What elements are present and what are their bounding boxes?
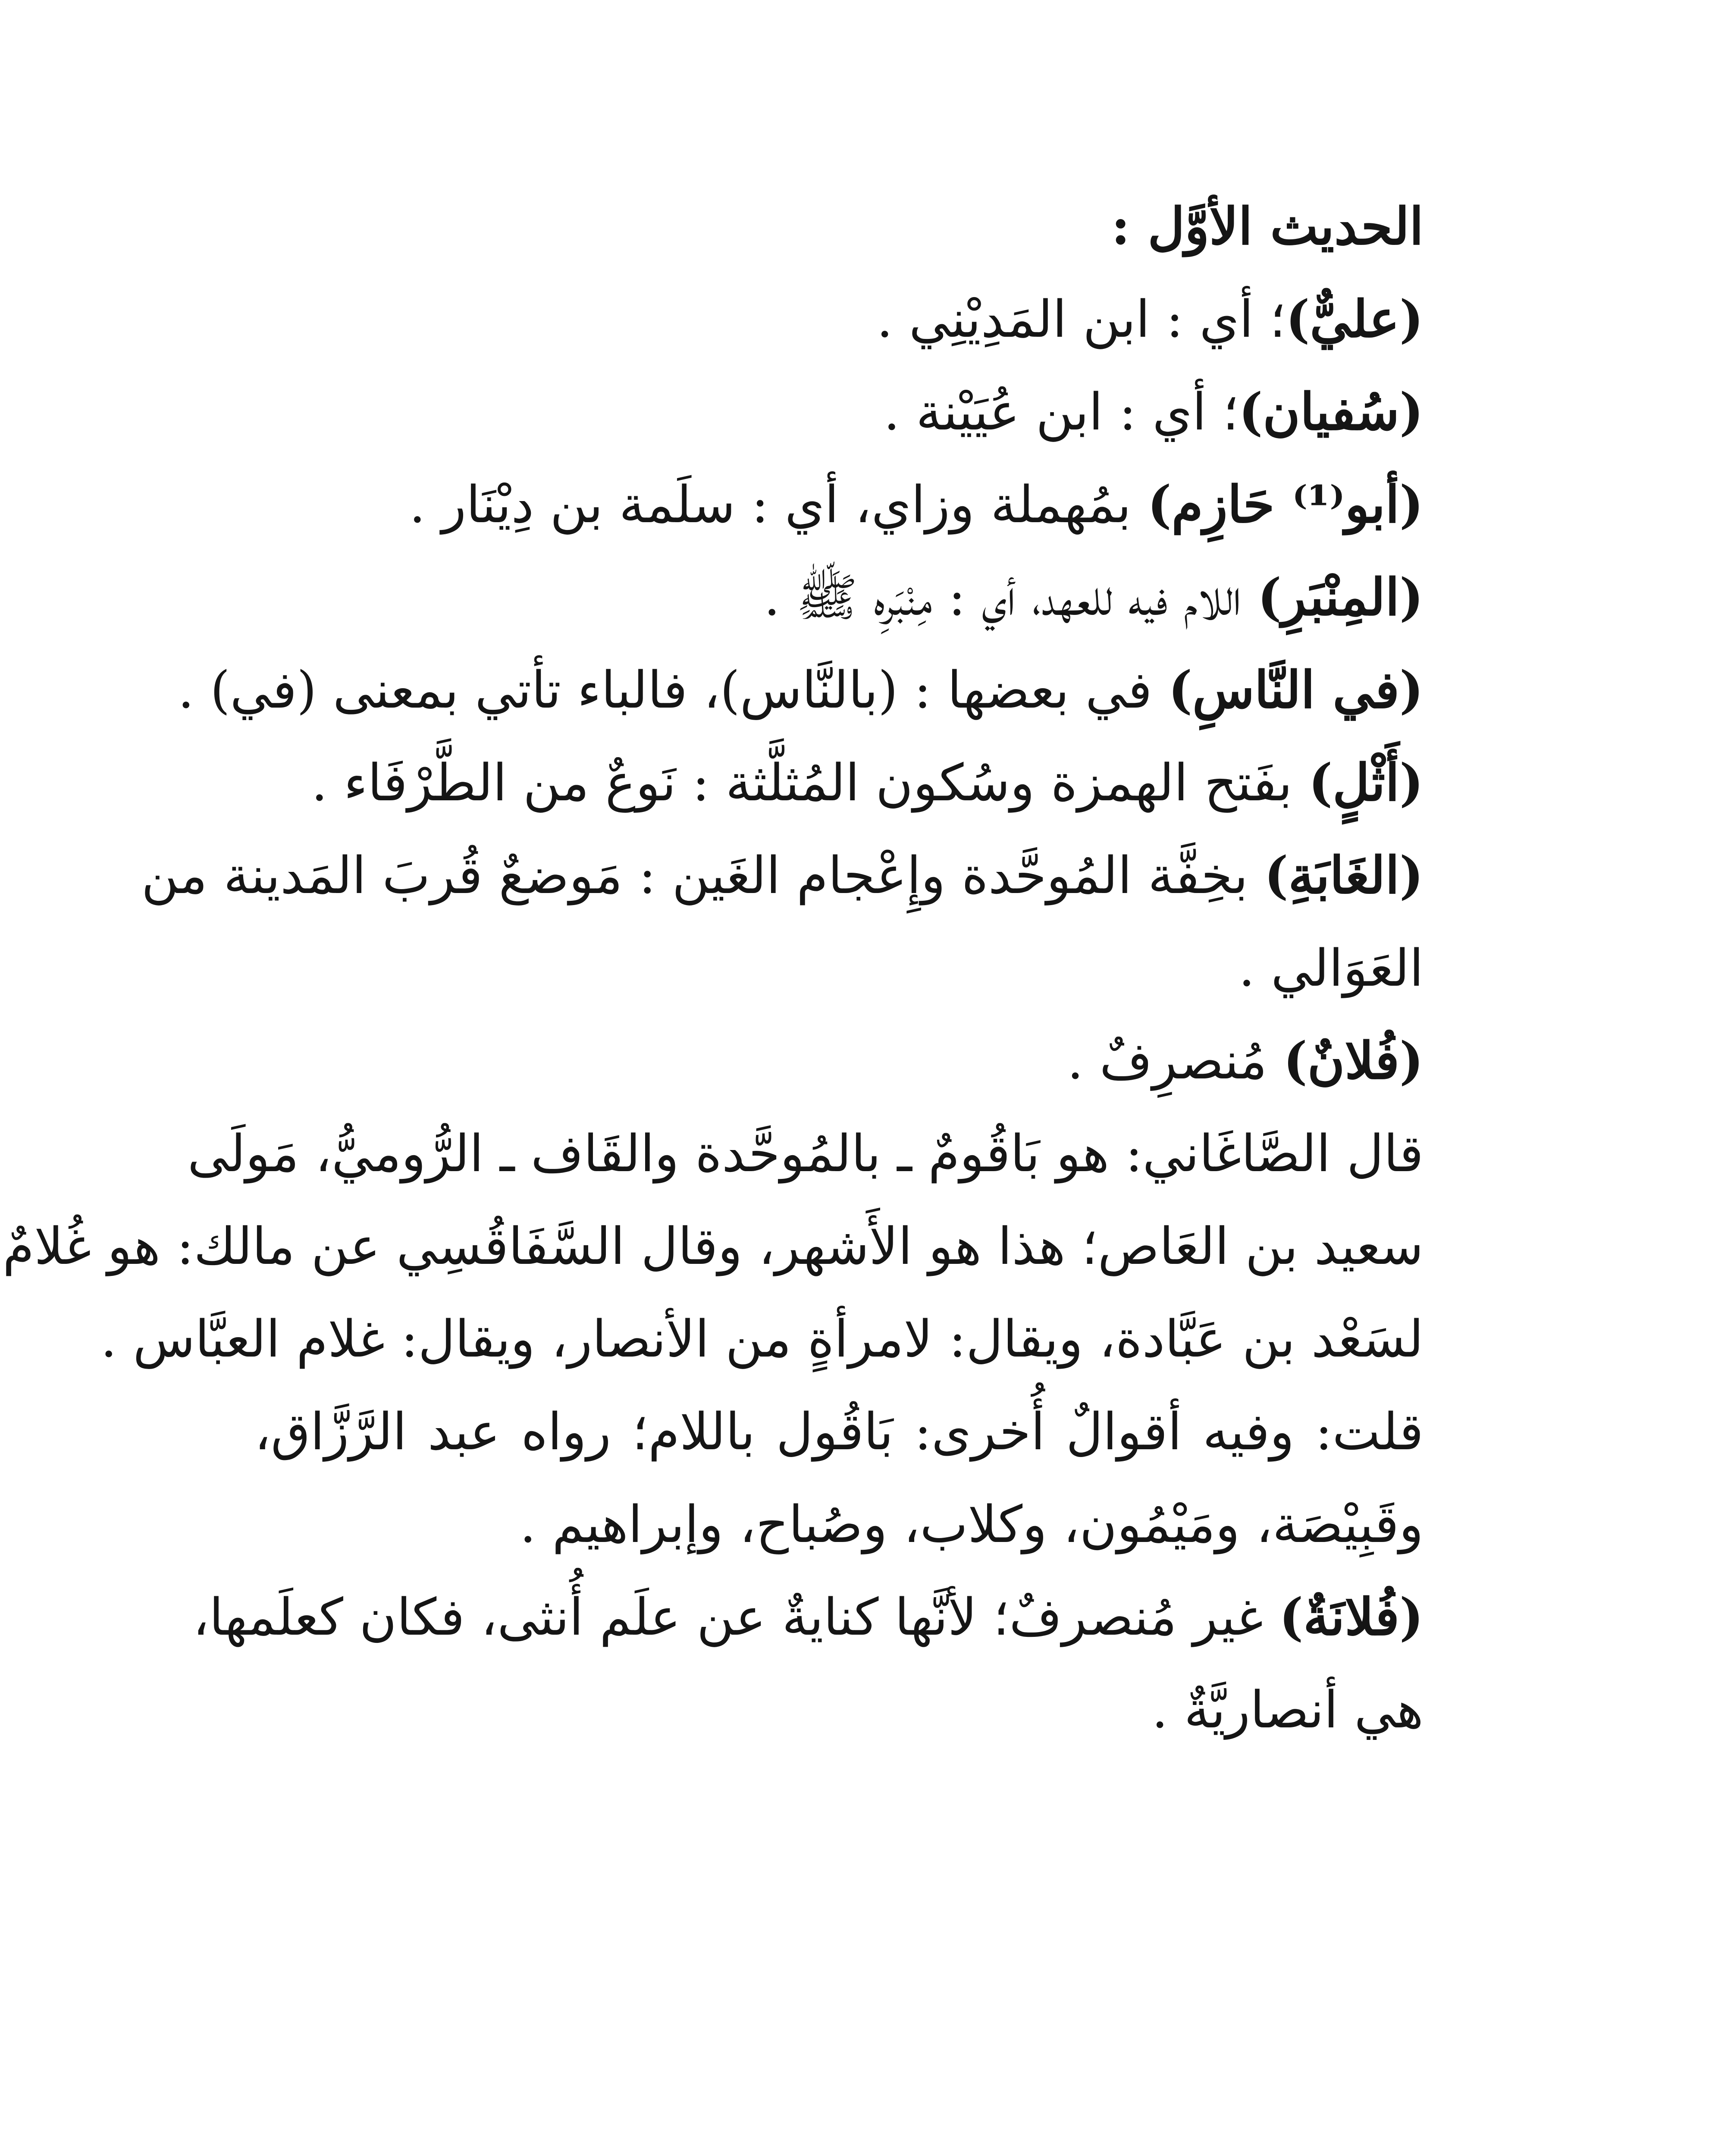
text-line: (عليٌّ)؛ أي : ابن المَدِيْنِي . (876, 289, 1424, 349)
text-line: قال الصَّاغَاني: هو بَاقُومٌ ـ بالمُوحَّدة والقَاف ـ الرُّوميُّ، مَولَى (187, 1124, 1424, 1183)
text-line: (سُفيان)؛ أي : ابن عُيَيْنة . (884, 382, 1424, 442)
text-line: هي أنصاريَّةٌ . (1151, 1680, 1424, 1739)
term: (في النَّاسِ) (1168, 660, 1424, 720)
text-line: العَوَالي . (1239, 938, 1424, 998)
term: (الغَابَةِ) (1264, 845, 1424, 905)
term: (فُلانَةٌ) (1279, 1587, 1424, 1647)
text-line: وقَبِيْصَة، ومَيْمُون، وكلاب، وصُباح، وإبراهيم . (520, 1495, 1424, 1554)
text-line: قلت: وفيه أقوالٌ أُخرى: بَاقُول باللام؛ رواه عبد الرَّزَّاق، (254, 1402, 1424, 1461)
text-line: (فُلانٌ) مُنصرِفٌ . (1067, 1031, 1424, 1091)
text-line: (في النَّاسِ) في بعضها : (بالنَّاس)، فالباء تأتي بمعنى (في) . (178, 660, 1424, 720)
term: (سُفيان) (1239, 382, 1424, 442)
term: (المِنْبَرِ) (1257, 567, 1424, 627)
term: (عليٌّ) (1286, 289, 1424, 349)
term: (فُلانٌ) (1283, 1031, 1424, 1091)
text-line: (أَثْلٍ) بفَتح الهمزة وسُكون المُثلَّثة : نَوعٌ من الطَّرْفَاء . (311, 752, 1424, 812)
term: (أَثْلٍ) (1308, 752, 1424, 812)
term: (أبو⁽¹⁾ حَازِم) (1147, 474, 1424, 534)
text-line: (المِنْبَرِ) اللام فيه للعهد، أي : مِنْبَرِه ﷺ . (764, 567, 1424, 627)
text-line: سعيد بن العَاص؛ هذا هو الأَشهر، وقال السَّفَاقُسِي عن مالك: هو غُلامٌ (3, 1216, 1424, 1276)
section-heading: الحديث الأوَّل : (1111, 196, 1424, 256)
text-line: (فُلانَةٌ) غير مُنصرفٌ؛ لأنَّها كنايةٌ عن علَم أُنثى، فكان كعلَمها، (193, 1587, 1424, 1647)
text-line: (الغَابَةِ) بخِفَّة المُوحَّدة وإِعْجام الغَين : مَوضعٌ قُربَ المَدينة من (141, 845, 1424, 905)
text-line: (أبو⁽¹⁾ حَازِم) بمُهملة وزاي، أي : سلَمة بن دِيْنَار . (409, 474, 1424, 534)
text-line: لسَعْد بن عَبَّادة، ويقال: لامرأةٍ من الأنصار، ويقال: غلام العبَّاس . (100, 1309, 1424, 1369)
